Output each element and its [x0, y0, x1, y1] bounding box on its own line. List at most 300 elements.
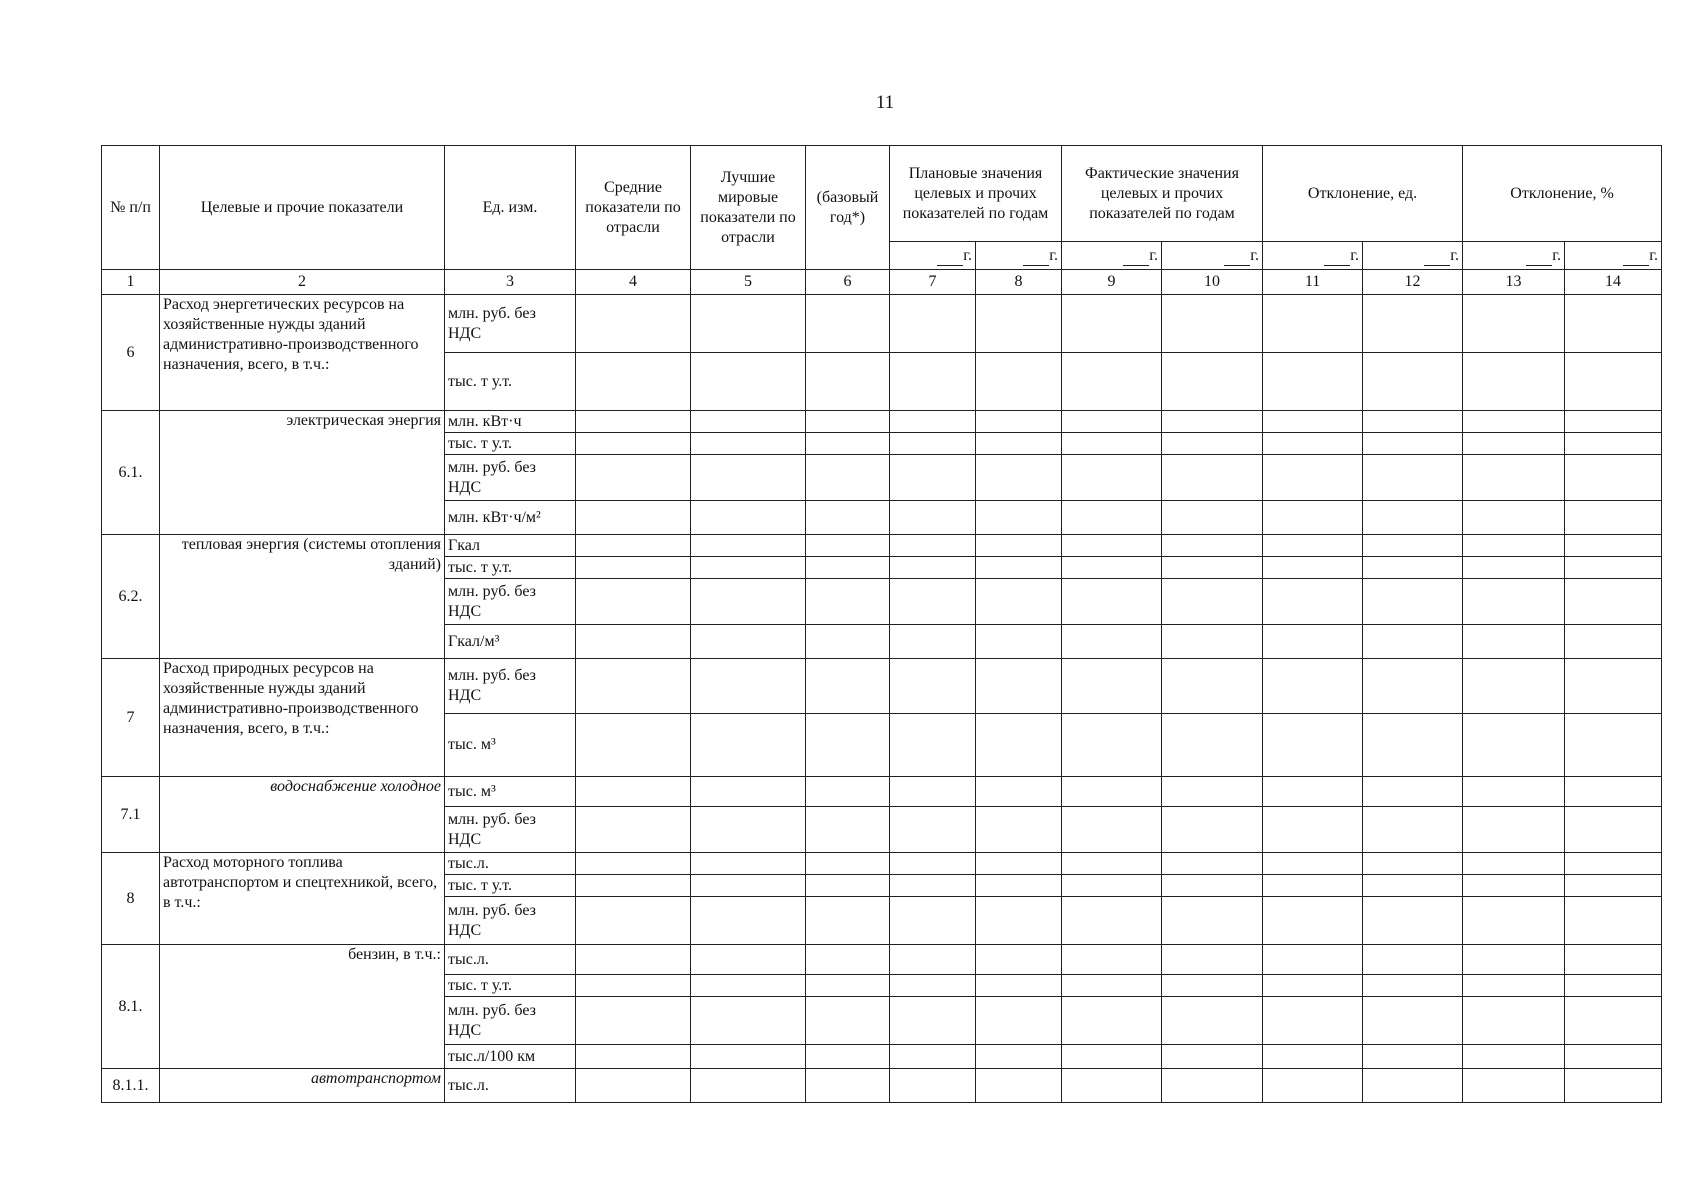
value-cell	[1363, 714, 1463, 777]
value-cell	[1062, 997, 1162, 1045]
value-cell	[1062, 353, 1162, 411]
value-cell	[1463, 1069, 1565, 1103]
value-cell	[890, 501, 976, 535]
value-cell	[1565, 557, 1662, 579]
value-cell	[976, 875, 1062, 897]
value-cell	[576, 714, 691, 777]
value-cell	[691, 714, 806, 777]
value-cell	[576, 535, 691, 557]
value-cell	[1565, 875, 1662, 897]
value-cell	[1363, 535, 1463, 557]
unit-cell: тыс.л.	[445, 853, 576, 875]
value-cell	[576, 557, 691, 579]
value-cell	[1565, 501, 1662, 535]
row-index: 7	[102, 659, 160, 777]
value-cell	[1463, 853, 1565, 875]
value-cell	[691, 875, 806, 897]
value-cell	[691, 897, 806, 945]
value-cell	[806, 1045, 890, 1069]
value-cell	[1062, 777, 1162, 807]
value-cell	[890, 557, 976, 579]
column-number: 8	[976, 270, 1062, 295]
value-cell	[691, 975, 806, 997]
value-cell	[976, 455, 1062, 501]
year-blank	[1623, 251, 1649, 266]
year-blank	[1224, 251, 1250, 266]
value-cell	[1463, 659, 1565, 714]
indicator-name: электрическая энергия	[160, 411, 445, 535]
table-row	[102, 411, 1662, 433]
value-cell	[1263, 997, 1363, 1045]
value-cell	[890, 807, 976, 853]
year-blank	[1324, 251, 1350, 266]
column-number: 13	[1463, 270, 1565, 295]
value-cell	[890, 353, 976, 411]
value-cell	[1263, 975, 1363, 997]
year-blank	[1526, 251, 1552, 266]
value-cell	[1565, 777, 1662, 807]
value-cell	[1263, 535, 1363, 557]
value-cell	[976, 897, 1062, 945]
value-cell	[1463, 353, 1565, 411]
value-cell	[1463, 897, 1565, 945]
value-cell	[1162, 455, 1263, 501]
value-cell	[1062, 714, 1162, 777]
unit-cell: млн. руб. без НДС	[445, 897, 576, 945]
value-cell	[691, 997, 806, 1045]
value-cell	[1162, 945, 1263, 975]
value-cell	[976, 579, 1062, 625]
value-cell	[1062, 853, 1162, 875]
unit-cell: млн. руб. без НДС	[445, 807, 576, 853]
value-cell	[1463, 1045, 1565, 1069]
value-cell	[976, 353, 1062, 411]
value-cell	[691, 853, 806, 875]
year-suffix: г.	[1149, 246, 1159, 264]
value-cell	[1363, 777, 1463, 807]
value-cell	[806, 625, 890, 659]
value-cell	[1565, 535, 1662, 557]
unit-cell: тыс. т у.т.	[445, 557, 576, 579]
column-number: 9	[1062, 270, 1162, 295]
value-cell	[691, 455, 806, 501]
value-cell	[976, 433, 1062, 455]
value-cell	[691, 945, 806, 975]
value-cell	[1363, 353, 1463, 411]
unit-cell: тыс. т у.т.	[445, 353, 576, 411]
value-cell	[1062, 535, 1162, 557]
value-cell	[1263, 625, 1363, 659]
year-blank	[1123, 251, 1149, 266]
value-cell	[691, 557, 806, 579]
indicator-name: тепловая энергия (системы отопления зданий)	[160, 535, 445, 659]
value-cell	[806, 1069, 890, 1103]
value-cell	[1263, 455, 1363, 501]
value-cell	[1463, 625, 1565, 659]
column-number: 11	[1263, 270, 1363, 295]
value-cell	[691, 411, 806, 433]
value-cell	[806, 975, 890, 997]
unit-cell: тыс. т у.т.	[445, 433, 576, 455]
value-cell	[890, 579, 976, 625]
table-row	[102, 777, 1662, 807]
value-cell	[1263, 433, 1363, 455]
value-cell	[1463, 295, 1565, 353]
value-cell	[691, 579, 806, 625]
year-cell	[1363, 242, 1463, 270]
value-cell	[576, 579, 691, 625]
value-cell	[576, 807, 691, 853]
value-cell	[1565, 659, 1662, 714]
value-cell	[1363, 579, 1463, 625]
value-cell	[691, 625, 806, 659]
value-cell	[1062, 579, 1162, 625]
value-cell	[1062, 807, 1162, 853]
column-number: 10	[1162, 270, 1263, 295]
year-blank	[937, 251, 963, 266]
year-suffix: г.	[1450, 246, 1460, 264]
value-cell	[1162, 659, 1263, 714]
value-cell	[1263, 579, 1363, 625]
value-cell	[1062, 975, 1162, 997]
value-cell	[976, 411, 1062, 433]
year-cell	[976, 242, 1062, 270]
table-row	[102, 295, 1662, 353]
value-cell	[1363, 945, 1463, 975]
value-cell	[1565, 897, 1662, 945]
value-cell	[1565, 945, 1662, 975]
value-cell	[1463, 501, 1565, 535]
row-index: 6	[102, 295, 160, 411]
value-cell	[1162, 853, 1263, 875]
value-cell	[1263, 714, 1363, 777]
value-cell	[890, 997, 976, 1045]
header-avg: Средние показатели по отрасли	[576, 146, 691, 270]
unit-cell: млн. руб. без НДС	[445, 579, 576, 625]
value-cell	[1162, 777, 1263, 807]
unit-cell: млн. кВт·ч/м²	[445, 501, 576, 535]
row-index: 8.1.	[102, 945, 160, 1069]
value-cell	[1565, 1069, 1662, 1103]
value-cell	[576, 945, 691, 975]
row-index: 6.2.	[102, 535, 160, 659]
year-blank	[1023, 251, 1049, 266]
year-blank	[1424, 251, 1450, 266]
value-cell	[1062, 501, 1162, 535]
value-cell	[1062, 433, 1162, 455]
value-cell	[1162, 1069, 1263, 1103]
value-cell	[806, 997, 890, 1045]
value-cell	[890, 853, 976, 875]
value-cell	[890, 1045, 976, 1069]
value-cell	[1263, 353, 1363, 411]
value-cell	[806, 295, 890, 353]
unit-cell: Гкал	[445, 535, 576, 557]
value-cell	[1162, 535, 1263, 557]
year-cell	[1062, 242, 1162, 270]
header-base-year: (базовый год*)	[806, 146, 890, 270]
value-cell	[976, 1069, 1062, 1103]
value-cell	[976, 501, 1062, 535]
value-cell	[976, 853, 1062, 875]
value-cell	[976, 975, 1062, 997]
value-cell	[1463, 535, 1565, 557]
value-cell	[890, 897, 976, 945]
value-cell	[806, 807, 890, 853]
value-cell	[1162, 975, 1263, 997]
value-cell	[1363, 807, 1463, 853]
value-cell	[806, 353, 890, 411]
value-cell	[1565, 997, 1662, 1045]
value-cell	[806, 945, 890, 975]
value-cell	[1062, 897, 1162, 945]
value-cell	[890, 625, 976, 659]
value-cell	[576, 659, 691, 714]
value-cell	[1062, 625, 1162, 659]
value-cell	[976, 535, 1062, 557]
value-cell	[691, 295, 806, 353]
year-suffix: г.	[963, 246, 972, 264]
unit-cell: тыс. т у.т.	[445, 975, 576, 997]
indicator-name: Расход моторного топлива автотранспортом и спецтехникой, всего, в т.ч.:	[160, 853, 445, 945]
value-cell	[806, 875, 890, 897]
value-cell	[1565, 625, 1662, 659]
unit-cell: тыс.л.	[445, 945, 576, 975]
value-cell	[1363, 455, 1463, 501]
value-cell	[1263, 411, 1363, 433]
value-cell	[806, 714, 890, 777]
value-cell	[1162, 295, 1263, 353]
value-cell	[1463, 714, 1565, 777]
value-cell	[806, 777, 890, 807]
value-cell	[1463, 997, 1565, 1045]
table-row	[102, 535, 1662, 557]
value-cell	[1363, 1045, 1463, 1069]
header-dev-units: Отклонение, ед.	[1263, 146, 1463, 242]
value-cell	[976, 659, 1062, 714]
value-cell	[890, 975, 976, 997]
value-cell	[890, 945, 976, 975]
indicator-name: Расход природных ресурсов на хозяйственные нужды зданий административно-производственного назначения, всего, в т.ч.:	[160, 659, 445, 777]
value-cell	[1463, 945, 1565, 975]
unit-cell: млн. руб. без НДС	[445, 659, 576, 714]
indicator-name: Расход энергетических ресурсов на хозяйственные нужды зданий административно-производственного назначения, всего, в т.ч.:	[160, 295, 445, 411]
value-cell	[806, 853, 890, 875]
value-cell	[976, 997, 1062, 1045]
value-cell	[576, 295, 691, 353]
table-row	[102, 853, 1662, 875]
value-cell	[1565, 455, 1662, 501]
value-cell	[1363, 853, 1463, 875]
header-num: № п/п	[102, 146, 160, 270]
value-cell	[1263, 659, 1363, 714]
table-row	[102, 659, 1662, 714]
value-cell	[691, 807, 806, 853]
value-cell	[691, 535, 806, 557]
value-cell	[1263, 501, 1363, 535]
value-cell	[1263, 557, 1363, 579]
value-cell	[890, 714, 976, 777]
unit-cell: Гкал/м³	[445, 625, 576, 659]
value-cell	[1363, 659, 1463, 714]
value-cell	[576, 997, 691, 1045]
value-cell	[691, 1069, 806, 1103]
value-cell	[1565, 853, 1662, 875]
value-cell	[1162, 625, 1263, 659]
column-number-row	[102, 270, 1662, 295]
year-suffix: г.	[1649, 246, 1659, 264]
value-cell	[1363, 975, 1463, 997]
value-cell	[1463, 433, 1565, 455]
value-cell	[691, 433, 806, 455]
value-cell	[890, 535, 976, 557]
value-cell	[806, 659, 890, 714]
value-cell	[976, 557, 1062, 579]
row-index: 8.1.1.	[102, 1069, 160, 1103]
unit-cell: тыс. м³	[445, 777, 576, 807]
value-cell	[1162, 807, 1263, 853]
value-cell	[576, 501, 691, 535]
value-cell	[576, 975, 691, 997]
value-cell	[576, 1045, 691, 1069]
unit-cell: млн. руб. без НДС	[445, 295, 576, 353]
value-cell	[1565, 1045, 1662, 1069]
value-cell	[1263, 1069, 1363, 1103]
value-cell	[890, 875, 976, 897]
unit-cell: млн. руб. без НДС	[445, 997, 576, 1045]
header-planned: Плановые значения целевых и прочих показателей по годам	[890, 146, 1062, 242]
value-cell	[1463, 777, 1565, 807]
value-cell	[806, 433, 890, 455]
value-cell	[1363, 433, 1463, 455]
value-cell	[1162, 997, 1263, 1045]
value-cell	[1263, 897, 1363, 945]
value-cell	[976, 1045, 1062, 1069]
value-cell	[1263, 853, 1363, 875]
value-cell	[1463, 579, 1565, 625]
value-cell	[890, 411, 976, 433]
value-cell	[976, 714, 1062, 777]
indicator-name: бензин, в т.ч.:	[160, 945, 445, 1069]
row-index: 8	[102, 853, 160, 945]
value-cell	[806, 455, 890, 501]
value-cell	[890, 295, 976, 353]
value-cell	[1162, 1045, 1263, 1069]
value-cell	[1062, 295, 1162, 353]
year-suffix: г.	[1552, 246, 1562, 264]
indicators-table	[101, 145, 1662, 1103]
year-suffix: г.	[1250, 246, 1260, 264]
value-cell	[576, 875, 691, 897]
value-cell	[1062, 411, 1162, 433]
value-cell	[1463, 455, 1565, 501]
value-cell	[1363, 295, 1463, 353]
value-cell	[976, 945, 1062, 975]
value-cell	[1162, 875, 1263, 897]
value-cell	[1162, 411, 1263, 433]
value-cell	[890, 659, 976, 714]
year-cell	[1463, 242, 1565, 270]
header-best: Лучшие мировые показатели по отрасли	[691, 146, 806, 270]
value-cell	[1162, 897, 1263, 945]
column-number: 1	[102, 270, 160, 295]
value-cell	[1463, 807, 1565, 853]
header-actual: Фактические значения целевых и прочих показателей по годам	[1062, 146, 1263, 242]
value-cell	[576, 853, 691, 875]
value-cell	[1565, 579, 1662, 625]
unit-cell: тыс. м³	[445, 714, 576, 777]
value-cell	[1162, 579, 1263, 625]
year-cell	[1162, 242, 1263, 270]
value-cell	[1363, 501, 1463, 535]
value-cell	[576, 455, 691, 501]
value-cell	[1263, 945, 1363, 975]
value-cell	[806, 579, 890, 625]
value-cell	[576, 411, 691, 433]
value-cell	[1062, 945, 1162, 975]
value-cell	[576, 353, 691, 411]
column-number: 3	[445, 270, 576, 295]
column-number: 12	[1363, 270, 1463, 295]
value-cell	[806, 897, 890, 945]
value-cell	[1162, 557, 1263, 579]
unit-cell: млн. руб. без НДС	[445, 455, 576, 501]
value-cell	[890, 455, 976, 501]
value-cell	[806, 501, 890, 535]
column-number: 14	[1565, 270, 1662, 295]
value-cell	[1565, 714, 1662, 777]
value-cell	[806, 535, 890, 557]
table-row	[102, 1069, 1662, 1103]
value-cell	[576, 433, 691, 455]
value-cell	[976, 625, 1062, 659]
value-cell	[1363, 897, 1463, 945]
column-number: 6	[806, 270, 890, 295]
value-cell	[1565, 807, 1662, 853]
unit-cell: тыс.л/100 км	[445, 1045, 576, 1069]
value-cell	[1565, 433, 1662, 455]
value-cell	[576, 625, 691, 659]
column-number: 5	[691, 270, 806, 295]
year-cell	[1263, 242, 1363, 270]
value-cell	[576, 777, 691, 807]
value-cell	[1062, 455, 1162, 501]
value-cell	[576, 897, 691, 945]
value-cell	[1162, 714, 1263, 777]
value-cell	[576, 1069, 691, 1103]
unit-cell: тыс. т у.т.	[445, 875, 576, 897]
page-number: 11	[875, 92, 895, 113]
column-number: 4	[576, 270, 691, 295]
value-cell	[1363, 1069, 1463, 1103]
indicator-name: автотранспортом	[160, 1069, 445, 1103]
value-cell	[1062, 659, 1162, 714]
value-cell	[1062, 557, 1162, 579]
value-cell	[1363, 625, 1463, 659]
value-cell	[691, 353, 806, 411]
row-index: 6.1.	[102, 411, 160, 535]
year-cell	[890, 242, 976, 270]
value-cell	[691, 501, 806, 535]
year-suffix: г.	[1049, 246, 1059, 264]
value-cell	[1565, 295, 1662, 353]
table-row	[102, 945, 1662, 975]
year-cell	[1565, 242, 1662, 270]
value-cell	[691, 777, 806, 807]
header-dev-pct: Отклонение, %	[1463, 146, 1662, 242]
value-cell	[691, 659, 806, 714]
value-cell	[1565, 353, 1662, 411]
